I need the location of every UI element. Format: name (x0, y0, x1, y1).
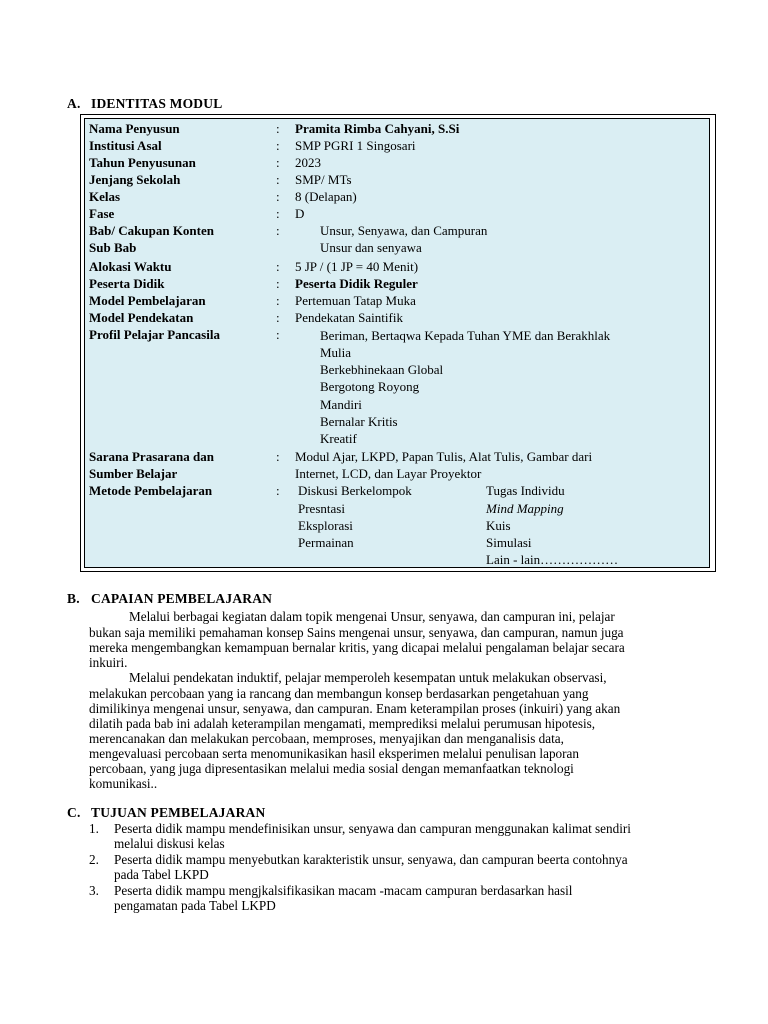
paragraph-line: percobaan, yang juga dipresentasikan melalui media sosial dengan memanfaatkan teknologi (89, 761, 574, 776)
colon: : (276, 310, 280, 325)
value-model-pendekatan: Pendekatan Saintifik (295, 310, 403, 325)
section-c-number: C. (67, 805, 81, 820)
list-number: 2. (89, 852, 99, 867)
list-text: pengamatan pada Tabel LKPD (114, 898, 276, 913)
section-a-heading (67, 96, 222, 112)
colon: : (276, 293, 280, 308)
section-a-number: A. (67, 96, 81, 111)
profil-item: Mandiri (320, 397, 362, 412)
label-tahun: Tahun Penyusunan (89, 155, 196, 170)
value-sarana-line2: Internet, LCD, dan Layar Proyektor (295, 466, 482, 481)
value-alokasi: 5 JP / (1 JP = 40 Menit) (295, 259, 419, 274)
value-jenjang: SMP/ MTs (295, 172, 352, 187)
label-jenjang: Jenjang Sekolah (89, 172, 181, 187)
colon: : (276, 483, 280, 498)
paragraph-line: dimilikinya mengenai unsur, senyawa, dan campuran. Enam keterampilan proses (inkuiri) yang akan (89, 701, 621, 716)
value-bab: Unsur, Senyawa, dan Campuran (320, 223, 488, 238)
value-model-pembelajaran: Pertemuan Tatap Muka (295, 293, 416, 308)
paragraph-line: bukan saja memiliki pemahaman konsep Sains mengenai unsur, senyawa, dan campuran, namun juga (89, 625, 624, 640)
colon: : (276, 121, 280, 136)
paragraph-line: melakukan percobaan yang ia rancang dan membangun konsep berdasarkan pengetahuan yang (89, 686, 589, 701)
list-number: 3. (89, 883, 99, 898)
label-profil: Profil Pelajar Pancasila (89, 327, 220, 342)
value-tahun: 2023 (295, 155, 321, 170)
profil-item: Beriman, Bertaqwa Kepada Tuhan YME dan Berakhlak (320, 328, 611, 343)
paragraph-line: inkuiri. (89, 655, 128, 670)
label-kelas: Kelas (89, 189, 121, 204)
list-text: Peserta didik mampu mengjkalsifikasikan macam -macam campuran berdasarkan hasil (114, 883, 573, 898)
metode-option: Tugas Individu (486, 483, 565, 498)
profil-item: Bernalar Kritis (320, 414, 398, 429)
value-sarana: Modul Ajar, LKPD, Papan Tulis, Alat Tulis, Gambar dari (295, 449, 593, 464)
metode-option: Permainan (298, 535, 354, 550)
paragraph-line: dilatih pada bab ini adalah keterampilan mengamati, memprediksi melalui perumusan hipotesis, (89, 716, 596, 731)
colon: : (276, 155, 280, 170)
metode-option: Simulasi (486, 535, 532, 550)
colon: : (276, 206, 280, 221)
tujuan-item-1 (89, 821, 727, 851)
value-institusi: SMP PGRI 1 Singosari (295, 138, 416, 153)
section-b-number: B. (67, 591, 80, 606)
profil-item: Kreatif (320, 431, 357, 446)
list-text: pada Tabel LKPD (114, 867, 209, 882)
value-subbab: Unsur dan senyawa (320, 240, 422, 255)
paragraph-line: Melalui pendekatan induktif, pelajar memperoleh kesempatan untuk melakukan observasi, (129, 670, 607, 685)
paragraph-line: mereka mengembangkan kemampuan bernalar kritis, yang dicapai melalui pengalaman belajar secara (89, 640, 625, 655)
value-kelas: 8 (Delapan) (295, 189, 357, 204)
metode-option: Eksplorasi (298, 518, 353, 533)
value-fase: D (295, 206, 305, 221)
section-b-title: CAPAIAN PEMBELAJARAN (91, 591, 273, 606)
section-c-heading (67, 805, 265, 821)
metode-option: Presntasi (298, 501, 345, 516)
profil-item: Mulia (320, 345, 352, 360)
list-number: 1. (89, 821, 99, 836)
colon: : (276, 449, 280, 464)
label-sarana-line2: Sumber Belajar (89, 466, 178, 481)
paragraph-line: merencanakan dan melakukan percobaan, memproses, menyajikan dan menganalisis data, (89, 731, 564, 746)
section-a-title: IDENTITAS MODUL (91, 96, 223, 111)
metode-option: Diskusi Berkelompok (298, 483, 412, 498)
metode-option: Mind Mapping (486, 501, 564, 516)
label-fase: Fase (89, 206, 115, 221)
profil-item: Bergotong Royong (320, 379, 420, 394)
colon: : (276, 138, 280, 153)
label-metode: Metode Pembelajaran (89, 483, 213, 498)
value-nama-penyusun: Pramita Rimba Cahyani, S.Si (295, 121, 460, 136)
label-alokasi: Alokasi Waktu (89, 259, 172, 274)
label-peserta: Peserta Didik (89, 276, 165, 291)
value-peserta: Peserta Didik Reguler (295, 276, 418, 291)
label-bab: Bab/ Cakupan Konten (89, 223, 214, 238)
colon: : (276, 276, 280, 291)
list-text: Peserta didik mampu mendefinisikan unsur, senyawa dan campuran menggunakan kalimat sendiri (114, 821, 631, 836)
colon: : (276, 189, 280, 204)
list-text: Peserta didik mampu menyebutkan karakteristik unsur, senyawa, dan campuran beerta contohnya (114, 852, 628, 867)
paragraph-line: Melalui berbagai kegiatan dalam topik mengenai Unsur, senyawa, dan campuran ini, pelajar (129, 609, 615, 624)
section-c-title: TUJUAN PEMBELAJARAN (91, 805, 266, 820)
label-institusi: Institusi Asal (89, 138, 162, 153)
metode-option: Lain - lain……………… (486, 552, 619, 567)
metode-option: Kuis (486, 518, 511, 533)
list-text: melalui diskusi kelas (114, 836, 225, 851)
colon: : (276, 172, 280, 187)
colon: : (276, 223, 280, 238)
colon: : (276, 259, 280, 274)
profil-item: Berkebhinekaan Global (320, 362, 444, 377)
tujuan-item-3 (89, 883, 727, 913)
section-b-heading (67, 591, 272, 607)
label-nama-penyusun: Nama Penyusun (89, 121, 180, 136)
label-model-pembelajaran: Model Pembelajaran (89, 293, 206, 308)
paragraph-line: mengevaluasi percobaan serta menomunikasikan hasil eksperimen melalui penulisan laporan (89, 746, 579, 761)
label-subbab: Sub Bab (89, 240, 137, 255)
paragraph-line: komunikasi.. (89, 776, 158, 791)
label-model-pendekatan: Model Pendekatan (89, 310, 194, 325)
tujuan-item-2 (89, 852, 727, 882)
label-sarana: Sarana Prasarana dan (89, 449, 214, 464)
colon: : (276, 327, 280, 342)
